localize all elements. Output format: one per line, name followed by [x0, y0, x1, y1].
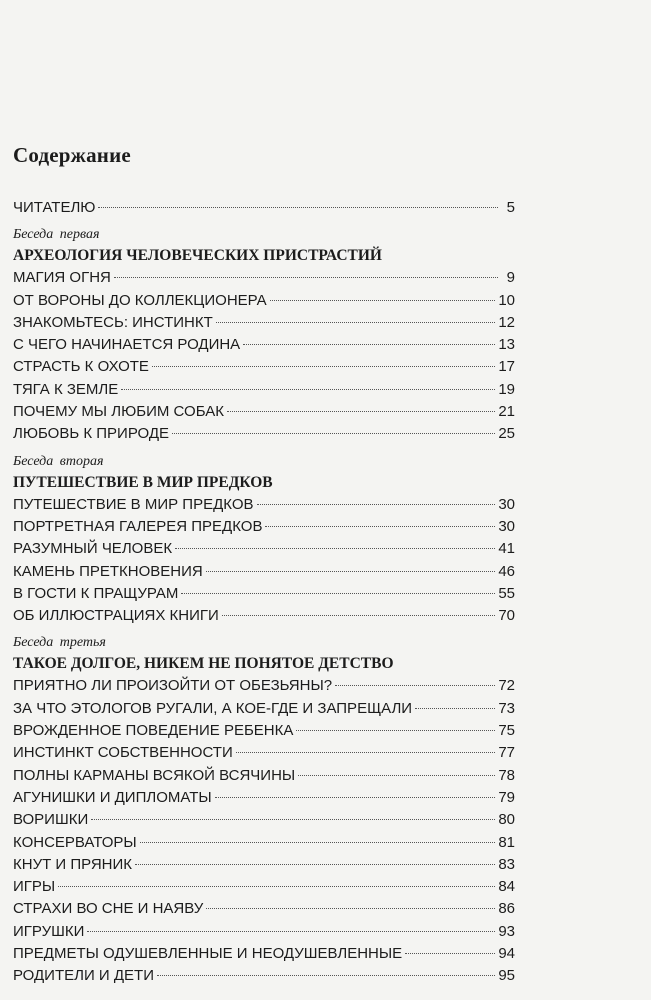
toc-entry-label: ОБ ИЛЛЮСТРАЦИЯХ КНИГИ: [13, 607, 219, 625]
toc-page-number: 41: [498, 540, 515, 558]
toc-entry[interactable]: [13, 561, 515, 583]
toc-entry-label: СТРАХИ ВО СНЕ И НАЯВУ: [13, 900, 204, 918]
toc-page-number: 9: [506, 269, 515, 287]
toc-page-number: 25: [498, 425, 515, 443]
dot-leader: [121, 389, 495, 390]
toc-entry-label: ВОРИШКИ: [13, 811, 89, 829]
part-title: ПУТЕШЕСТВИЕ В МИР ПРЕДКОВ: [13, 473, 273, 491]
dot-leader: [415, 708, 495, 709]
dot-leader: [135, 864, 495, 865]
dot-leader: [335, 685, 495, 686]
dot-leader: [58, 886, 495, 887]
toc-entry[interactable]: [13, 832, 515, 854]
toc-entry-intro[interactable]: [13, 197, 515, 219]
toc-entry[interactable]: [13, 267, 515, 289]
toc-entry-label: ПОЛНЫ КАРМАНЫ ВСЯКОЙ ВСЯЧИНЫ: [13, 766, 296, 784]
toc-page-number: 77: [498, 744, 515, 762]
dot-leader: [296, 730, 495, 731]
toc-page-number: 21: [498, 403, 515, 421]
toc-entry-label: МАГИЯ ОГНЯ: [13, 269, 111, 287]
toc-entry[interactable]: [13, 379, 515, 401]
dot-leader: [114, 277, 498, 278]
toc-parts: [13, 225, 515, 987]
toc-entry[interactable]: [13, 583, 515, 605]
toc-entry-label: СТРАСТЬ К ОХОТЕ: [13, 358, 149, 376]
dot-leader: [172, 433, 495, 434]
toc-entry-label: ПОРТРЕТНАЯ ГАЛЕРЕЯ ПРЕДКОВ: [13, 517, 263, 535]
toc-entry-label: ИГРЫ: [13, 878, 56, 896]
page-title: Содержание: [13, 143, 131, 167]
toc-entry[interactable]: [13, 787, 515, 809]
toc-page-number: 30: [498, 517, 515, 535]
dot-leader: [91, 819, 495, 820]
toc-entry[interactable]: [13, 765, 515, 787]
toc-entry[interactable]: [13, 494, 515, 516]
toc-entry[interactable]: [13, 516, 515, 538]
toc-page-number: 70: [498, 607, 515, 625]
toc-entry-label: ЗА ЧТО ЭТОЛОГОВ РУГАЛИ, А КОЕ-ГДЕ И ЗАПРЕЩАЛИ: [13, 699, 413, 717]
dot-leader: [98, 207, 498, 208]
toc-page-number: 94: [498, 945, 515, 963]
toc-entry-label: ПУТЕШЕСТВИЕ В МИР ПРЕДКОВ: [13, 495, 254, 513]
toc-page-number: 83: [498, 855, 515, 873]
toc-page-number: 79: [498, 788, 515, 806]
toc-entry-label: КАМЕНЬ ПРЕТКНОВЕНИЯ: [13, 562, 203, 580]
toc-page-number: 84: [498, 878, 515, 896]
toc-entry[interactable]: [13, 334, 515, 356]
toc-entry-label: КНУТ И ПРЯНИК: [13, 855, 133, 873]
toc-entry-label: ЛЮБОВЬ К ПРИРОДЕ: [13, 425, 170, 443]
toc-entry-label: ВРОЖДЕННОЕ ПОВЕДЕНИЕ РЕБЕНКА: [13, 722, 294, 740]
dot-leader: [206, 908, 495, 909]
toc-entry-label: РАЗУМНЫЙ ЧЕЛОВЕК: [13, 540, 173, 558]
toc-page-number: 19: [498, 380, 515, 398]
dot-leader: [152, 366, 495, 367]
dot-leader: [140, 842, 496, 843]
toc-entry-label: АГУНИШКИ И ДИПЛОМАТЫ: [13, 788, 212, 806]
toc-entry[interactable]: [13, 943, 515, 965]
part-title: ТАКОЕ ДОЛГОЕ, НИКЕМ НЕ ПОНЯТОЕ ДЕТСТВО: [13, 655, 394, 673]
toc-page-number: 73: [498, 699, 515, 717]
toc-entry-label: КОНСЕРВАТОРЫ: [13, 833, 137, 851]
toc-entry[interactable]: [13, 742, 515, 764]
toc-page-number: 46: [498, 562, 515, 580]
toc-entry[interactable]: [13, 898, 515, 920]
toc-entry-label: ИНСТИНКТ СОБСТВЕННОСТИ: [13, 744, 233, 762]
toc-entry-label: ПРИЯТНО ЛИ ПРОИЗОЙТИ ОТ ОБЕЗЬЯНЫ?: [13, 677, 333, 695]
dot-leader: [236, 752, 496, 753]
toc-page-number: 13: [498, 336, 515, 354]
dot-leader: [181, 593, 495, 594]
dot-leader: [87, 931, 495, 932]
toc-entry-label: ТЯГА К ЗЕМЛЕ: [13, 380, 119, 398]
toc-entry[interactable]: [13, 423, 515, 445]
part-label: Беседа третья: [13, 635, 106, 651]
dot-leader: [270, 300, 496, 301]
toc-entry-label: С ЧЕГО НАЧИНАЕТСЯ РОДИНА: [13, 336, 241, 354]
toc-entry-label: ЗНАКОМЬТЕСЬ: ИНСТИНКТ: [13, 313, 213, 331]
toc-entry-label: ПРЕДМЕТЫ ОДУШЕВЛЕННЫЕ И НЕОДУШЕВЛЕННЫЕ: [13, 945, 403, 963]
dot-leader: [405, 953, 495, 954]
toc-entry[interactable]: [13, 538, 515, 560]
toc-entry-label: ИГРУШКИ: [13, 922, 85, 940]
toc-page-number: 80: [498, 811, 515, 829]
dot-leader: [215, 797, 496, 798]
toc-entry[interactable]: [13, 401, 515, 423]
dot-leader: [175, 548, 495, 549]
toc-page-number: 10: [498, 291, 515, 309]
dot-leader: [206, 571, 496, 572]
toc-page-number: 17: [498, 358, 515, 376]
toc-entry[interactable]: [13, 720, 515, 742]
toc-page-number: 86: [498, 900, 515, 918]
toc-entry[interactable]: [13, 356, 515, 378]
toc-page-number: 30: [498, 495, 515, 513]
toc-page-number: 78: [498, 766, 515, 784]
toc-page-number: 93: [498, 922, 515, 940]
toc-entry[interactable]: [13, 854, 515, 876]
part-label: Беседа первая: [13, 227, 100, 243]
toc-entry[interactable]: [13, 312, 515, 334]
toc-entry-label: ОТ ВОРОНЫ ДО КОЛЛЕКЦИОНЕРА: [13, 291, 267, 309]
toc-page-number: 95: [498, 967, 515, 985]
toc-entry[interactable]: [13, 809, 515, 831]
toc-entry-label: ПОЧЕМУ МЫ ЛЮБИМ СОБАК: [13, 403, 224, 421]
toc-entry[interactable]: [13, 698, 515, 720]
part-label: Беседа вторая: [13, 453, 104, 469]
toc-page-number: 72: [498, 677, 515, 695]
dot-leader: [216, 322, 496, 323]
toc-entry[interactable]: [13, 876, 515, 898]
toc-page-number: 81: [498, 833, 515, 851]
dot-leader: [257, 504, 496, 505]
toc-entry-label: РОДИТЕЛИ И ДЕТИ: [13, 967, 154, 985]
toc-page-number: 75: [498, 722, 515, 740]
dot-leader: [243, 344, 495, 345]
dot-leader: [298, 775, 495, 776]
toc-entry[interactable]: [13, 965, 515, 987]
dot-leader: [227, 411, 495, 412]
toc-entry-label: ЧИТАТЕЛЮ: [13, 199, 96, 216]
toc-entry-label: В ГОСТИ К ПРАЩУРАМ: [13, 584, 179, 602]
dot-leader: [157, 975, 495, 976]
dot-leader: [265, 526, 495, 527]
table-of-contents: [13, 197, 515, 988]
toc-entry[interactable]: [13, 290, 515, 312]
toc-entry[interactable]: [13, 675, 515, 697]
part-title: АРХЕОЛОГИЯ ЧЕЛОВЕЧЕСКИХ ПРИСТРАСТИЙ: [13, 247, 382, 265]
toc-page-number: 55: [498, 584, 515, 602]
toc-page-number: 5: [506, 199, 515, 216]
dot-leader: [222, 615, 496, 616]
toc-entry[interactable]: [13, 921, 515, 943]
toc-entry[interactable]: [13, 605, 515, 627]
toc-page-number: 12: [498, 313, 515, 331]
